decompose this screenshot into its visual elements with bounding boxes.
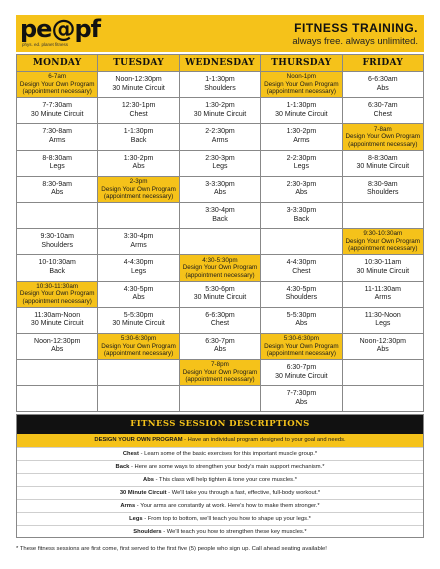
schedule-row <box>17 360 424 386</box>
session-time: Noon-12:30pm <box>34 337 81 345</box>
session-name: Shoulders <box>41 241 73 249</box>
session-cell <box>179 333 260 359</box>
session-time: 6:30-7pm <box>205 337 235 345</box>
session-cell <box>98 72 179 98</box>
day-header-tuesday: TUESDAY <box>98 55 179 72</box>
session-name: Legs <box>130 267 147 275</box>
session-name: 30 Minute Circuit <box>30 110 84 118</box>
session-name: Arms <box>49 136 66 144</box>
schedule-header-row <box>17 55 424 72</box>
session-name: 30 Minute Circuit <box>356 267 410 275</box>
session-name: Abs <box>295 398 308 406</box>
session-cell-design-your-own <box>261 72 342 98</box>
session-cell <box>17 176 98 202</box>
session-cell <box>98 255 179 281</box>
description-text: - Your arms are constantly at work. Here's how to make them stronger.* <box>135 503 320 509</box>
session-name: Design Your Own Program <box>345 237 421 245</box>
session-cell <box>342 176 423 202</box>
session-name: Arms <box>374 294 391 302</box>
session-cell-design-your-own <box>98 333 179 359</box>
session-note: (appointment necessary) <box>185 271 255 279</box>
session-cell <box>342 281 423 307</box>
session-time: 3-3:30pm <box>205 180 235 188</box>
session-time: 4-4:30pm <box>286 259 317 267</box>
brand-logo-subtitle: phys. ed. planet fitness <box>22 42 69 47</box>
session-cell <box>17 98 98 124</box>
empty-slot <box>342 360 423 386</box>
description-text: - Here are some ways to strengthen your body's main support mechanism.* <box>129 464 325 470</box>
schedule-row <box>17 176 424 202</box>
session-cell <box>342 72 423 98</box>
descriptions-list <box>17 434 423 538</box>
session-time: 1:30-2pm <box>286 128 317 136</box>
session-time: 9:30-10am <box>40 233 74 241</box>
session-time: 7-7:30pm <box>286 390 317 398</box>
session-cell <box>179 72 260 98</box>
session-cell <box>261 98 342 124</box>
session-time: 3-3:30pm <box>286 207 317 215</box>
session-time: Noon-1pm <box>286 73 317 81</box>
day-header-thursday: THURSDAY <box>261 55 342 72</box>
session-time: 2-2:30pm <box>286 154 317 162</box>
session-note: (appointment necessary) <box>103 350 174 358</box>
session-time: 2:30-3pm <box>286 180 317 188</box>
session-time: Noon-12:30pm <box>359 337 406 345</box>
session-cell <box>179 98 260 124</box>
session-cell <box>179 124 260 150</box>
session-cell <box>342 98 423 124</box>
session-cell <box>261 150 342 176</box>
session-cell <box>17 307 98 333</box>
header-banner <box>16 15 424 52</box>
description-row <box>17 460 423 473</box>
session-name: Arms <box>211 136 229 144</box>
session-name: Design Your Own Program <box>345 133 421 141</box>
session-time: 6-6:30am <box>367 76 398 84</box>
session-name: Legs <box>212 163 228 171</box>
session-note: (appointment necessary) <box>348 140 418 148</box>
session-name: Design Your Own Program <box>101 185 176 193</box>
session-time: 10-10:30am <box>38 259 76 267</box>
schedule-row <box>17 150 424 176</box>
session-time: 2-2:30pm <box>205 128 235 136</box>
session-name: Back <box>212 215 228 223</box>
session-name: Abs <box>132 163 145 171</box>
description-text: - Have an individual program designed to your goal and needs. <box>182 437 346 443</box>
session-time: 3:30-4pm <box>123 233 154 241</box>
description-row <box>17 525 423 538</box>
session-time: 1:30-2pm <box>205 102 235 110</box>
session-cell <box>179 281 260 307</box>
session-name: Abs <box>132 294 145 302</box>
footnote: * These fitness sessions are first come, first served to the first five (5) people who sign up. Call ahead seating available! <box>16 546 327 552</box>
session-time: 5-5:30pm <box>123 311 154 319</box>
session-cell <box>17 124 98 150</box>
empty-slot <box>179 229 260 255</box>
session-name: Abs <box>376 84 389 92</box>
session-time: 6:30-7am <box>367 102 398 110</box>
session-time: 10:30-11am <box>364 259 402 267</box>
empty-slot <box>342 386 423 412</box>
session-cell <box>342 333 423 359</box>
session-cell <box>98 150 179 176</box>
session-note: (appointment necessary) <box>22 297 92 305</box>
session-name: 30 Minute Circuit <box>193 110 247 118</box>
session-name: Design Your Own Program <box>182 264 258 272</box>
session-name: 30 Minute Circuit <box>30 320 84 328</box>
session-name: Legs <box>293 163 309 171</box>
description-row <box>17 486 423 499</box>
session-cell <box>17 333 98 359</box>
session-cell <box>179 150 260 176</box>
session-cell-design-your-own <box>179 360 260 386</box>
session-cell <box>17 255 98 281</box>
session-cell-design-your-own <box>342 229 423 255</box>
session-time: 4-4:30pm <box>123 259 154 267</box>
day-header-monday: MONDAY <box>17 55 98 72</box>
session-cell <box>342 150 423 176</box>
session-time: 6:30-7pm <box>286 364 317 372</box>
session-name: Shoulders <box>367 189 399 197</box>
session-cell <box>261 176 342 202</box>
description-text: - This class will help tighten & tone your core muscles.* <box>154 477 297 483</box>
description-term: Back <box>115 464 130 470</box>
page-subtitle: always free. always unlimited. <box>292 36 418 47</box>
session-cell-design-your-own <box>98 176 179 202</box>
description-row <box>17 447 423 460</box>
session-name: Abs <box>213 189 226 197</box>
session-cell-design-your-own <box>17 72 98 98</box>
session-cell <box>98 124 179 150</box>
session-cell <box>17 229 98 255</box>
session-name: Shoulders <box>285 294 318 302</box>
session-cell <box>179 176 260 202</box>
session-name: Abs <box>376 346 389 354</box>
session-cell <box>98 229 179 255</box>
session-cell <box>261 360 342 386</box>
session-cell-design-your-own <box>261 333 342 359</box>
session-cell-design-your-own <box>179 255 260 281</box>
schedule-body <box>17 72 424 412</box>
session-cell <box>261 255 342 281</box>
description-row <box>17 499 423 512</box>
description-term: DESIGN YOUR OWN PROGRAM <box>94 437 183 443</box>
session-time: 11:30am-Noon <box>34 311 81 319</box>
session-name: Arms <box>293 136 310 144</box>
empty-slot <box>98 360 179 386</box>
session-name: Design Your Own Program <box>264 80 339 88</box>
session-name: Design Your Own Program <box>182 368 258 376</box>
session-time: 10:30-11:30am <box>36 282 79 290</box>
brand-logo: pe@pf <box>20 15 101 43</box>
session-name: Chest <box>292 267 311 275</box>
session-time: 12:30-1pm <box>121 102 156 110</box>
session-name: Design Your Own Program <box>19 290 95 298</box>
session-cell <box>98 307 179 333</box>
session-time: 8-8:30am <box>42 154 72 162</box>
session-name: Shoulders <box>204 84 236 92</box>
session-note: (appointment necessary) <box>266 350 337 358</box>
session-name: Chest <box>210 320 230 328</box>
session-time: 6-6:30pm <box>205 311 235 319</box>
description-text: - We'll take you through a fast, effective, full-body workout.* <box>166 490 321 496</box>
session-name: Back <box>293 215 310 223</box>
session-cell <box>179 202 260 228</box>
day-header-friday: FRIDAY <box>342 55 423 72</box>
session-time: 5:30-6pm <box>205 285 235 293</box>
day-header-wednesday: WEDNESDAY <box>179 55 260 72</box>
schedule-row <box>17 281 424 307</box>
session-note: (appointment necessary) <box>103 193 174 201</box>
empty-slot <box>17 360 98 386</box>
schedule-row <box>17 124 424 150</box>
session-note: (appointment necessary) <box>266 88 337 96</box>
schedule-row <box>17 333 424 359</box>
session-note: (appointment necessary) <box>348 245 418 253</box>
session-time: 8:30-9am <box>42 180 72 188</box>
session-cell <box>342 255 423 281</box>
empty-slot <box>17 202 98 228</box>
description-text: - We'll teach you how to strengthen these key muscles.* <box>161 529 307 535</box>
empty-slot <box>98 386 179 412</box>
session-time: 5:30-6:30pm <box>120 335 157 343</box>
session-cell <box>261 386 342 412</box>
session-name: Back <box>49 267 65 275</box>
session-name: 30 Minute Circuit <box>275 110 328 118</box>
session-name: Chest <box>129 110 148 118</box>
empty-slot <box>342 202 423 228</box>
description-term: Chest <box>122 451 139 457</box>
session-time: 3:30-4pm <box>205 207 235 215</box>
descriptions-title: FITNESS SESSION DESCRIPTIONS <box>17 415 423 434</box>
session-name: Abs <box>213 346 226 354</box>
empty-slot <box>261 229 342 255</box>
session-note: (appointment necessary) <box>185 376 255 384</box>
session-name: Abs <box>295 189 308 197</box>
description-row <box>17 473 423 486</box>
session-name: Design Your Own Program <box>19 80 95 88</box>
description-text: - Learn some of the basic exercises for this important muscle group.* <box>138 451 318 457</box>
description-text: - From top to bottom, we'll teach you how to shape up your legs.* <box>142 516 311 522</box>
session-time: 7:30-8am <box>42 128 72 136</box>
session-time: 2-3pm <box>129 178 148 186</box>
session-cell <box>342 307 423 333</box>
session-name: Legs <box>49 163 65 171</box>
empty-slot <box>17 386 98 412</box>
description-term: Arms <box>120 503 136 509</box>
session-name: Legs <box>375 320 391 328</box>
schedule-row <box>17 202 424 228</box>
session-name: Abs <box>51 189 64 197</box>
session-time: Noon-12:30pm <box>115 76 162 84</box>
session-time: 4:30-5pm <box>123 285 154 293</box>
session-cell <box>261 124 342 150</box>
description-row <box>17 512 423 525</box>
session-name: 30 Minute Circuit <box>112 320 165 328</box>
session-time: 11:30-Noon <box>364 311 401 319</box>
session-cell <box>261 202 342 228</box>
session-cell <box>179 307 260 333</box>
session-cell <box>261 307 342 333</box>
session-time: 1-1:30pm <box>286 102 317 110</box>
session-cell-design-your-own <box>17 281 98 307</box>
session-cell <box>17 150 98 176</box>
session-cell <box>98 98 179 124</box>
schedule-table <box>16 54 424 412</box>
session-name: 30 Minute Circuit <box>193 294 247 302</box>
session-time: 5:30-6:30pm <box>283 335 320 343</box>
session-name: Abs <box>51 346 64 354</box>
description-term: Legs <box>129 516 143 522</box>
session-time: 7-8pm <box>211 361 229 369</box>
session-cell-design-your-own <box>342 124 423 150</box>
session-note: (appointment necessary) <box>22 88 92 96</box>
session-name: Design Your Own Program <box>264 342 339 350</box>
session-time: 11-11:30am <box>364 285 401 293</box>
schedule-row <box>17 229 424 255</box>
session-time: 4:30-5:30pm <box>202 256 238 264</box>
page-title: FITNESS TRAINING. <box>294 21 418 35</box>
session-time: 4:30-5pm <box>286 285 317 293</box>
empty-slot <box>179 386 260 412</box>
session-name: 30 Minute Circuit <box>112 84 165 92</box>
session-time: 5-5:30pm <box>286 311 317 319</box>
description-row <box>17 434 423 447</box>
session-time: 8:30-9am <box>367 180 398 188</box>
session-time: 6-7am <box>48 73 67 81</box>
session-time: 1-1:30pm <box>205 76 235 84</box>
session-name: Design Your Own Program <box>101 342 176 350</box>
session-name: 30 Minute Circuit <box>356 163 410 171</box>
description-term: 30 Minute Circuit <box>119 490 167 496</box>
schedule-row <box>17 98 424 124</box>
session-time: 7-7:30am <box>42 102 72 110</box>
session-name: Arms <box>130 241 147 249</box>
description-term: Abs <box>143 477 154 483</box>
session-cell <box>98 281 179 307</box>
schedule-row <box>17 72 424 98</box>
session-descriptions <box>16 414 424 538</box>
session-time: 2:30-3pm <box>205 154 235 162</box>
description-term: Shoulders <box>133 529 162 535</box>
schedule-row <box>17 386 424 412</box>
session-name: 30 Minute Circuit <box>275 372 328 380</box>
session-name: Chest <box>373 110 392 118</box>
empty-slot <box>98 202 179 228</box>
schedule-row <box>17 255 424 281</box>
session-name: Abs <box>295 320 308 328</box>
session-time: 9:30-10:30am <box>363 230 403 238</box>
session-time: 7-8am <box>373 125 392 133</box>
session-time: 1-1:30pm <box>123 128 154 136</box>
session-name: Back <box>130 136 147 144</box>
session-time: 1:30-2pm <box>123 154 154 162</box>
session-time: 8-8:30am <box>367 154 398 162</box>
schedule-row <box>17 307 424 333</box>
session-cell <box>261 281 342 307</box>
